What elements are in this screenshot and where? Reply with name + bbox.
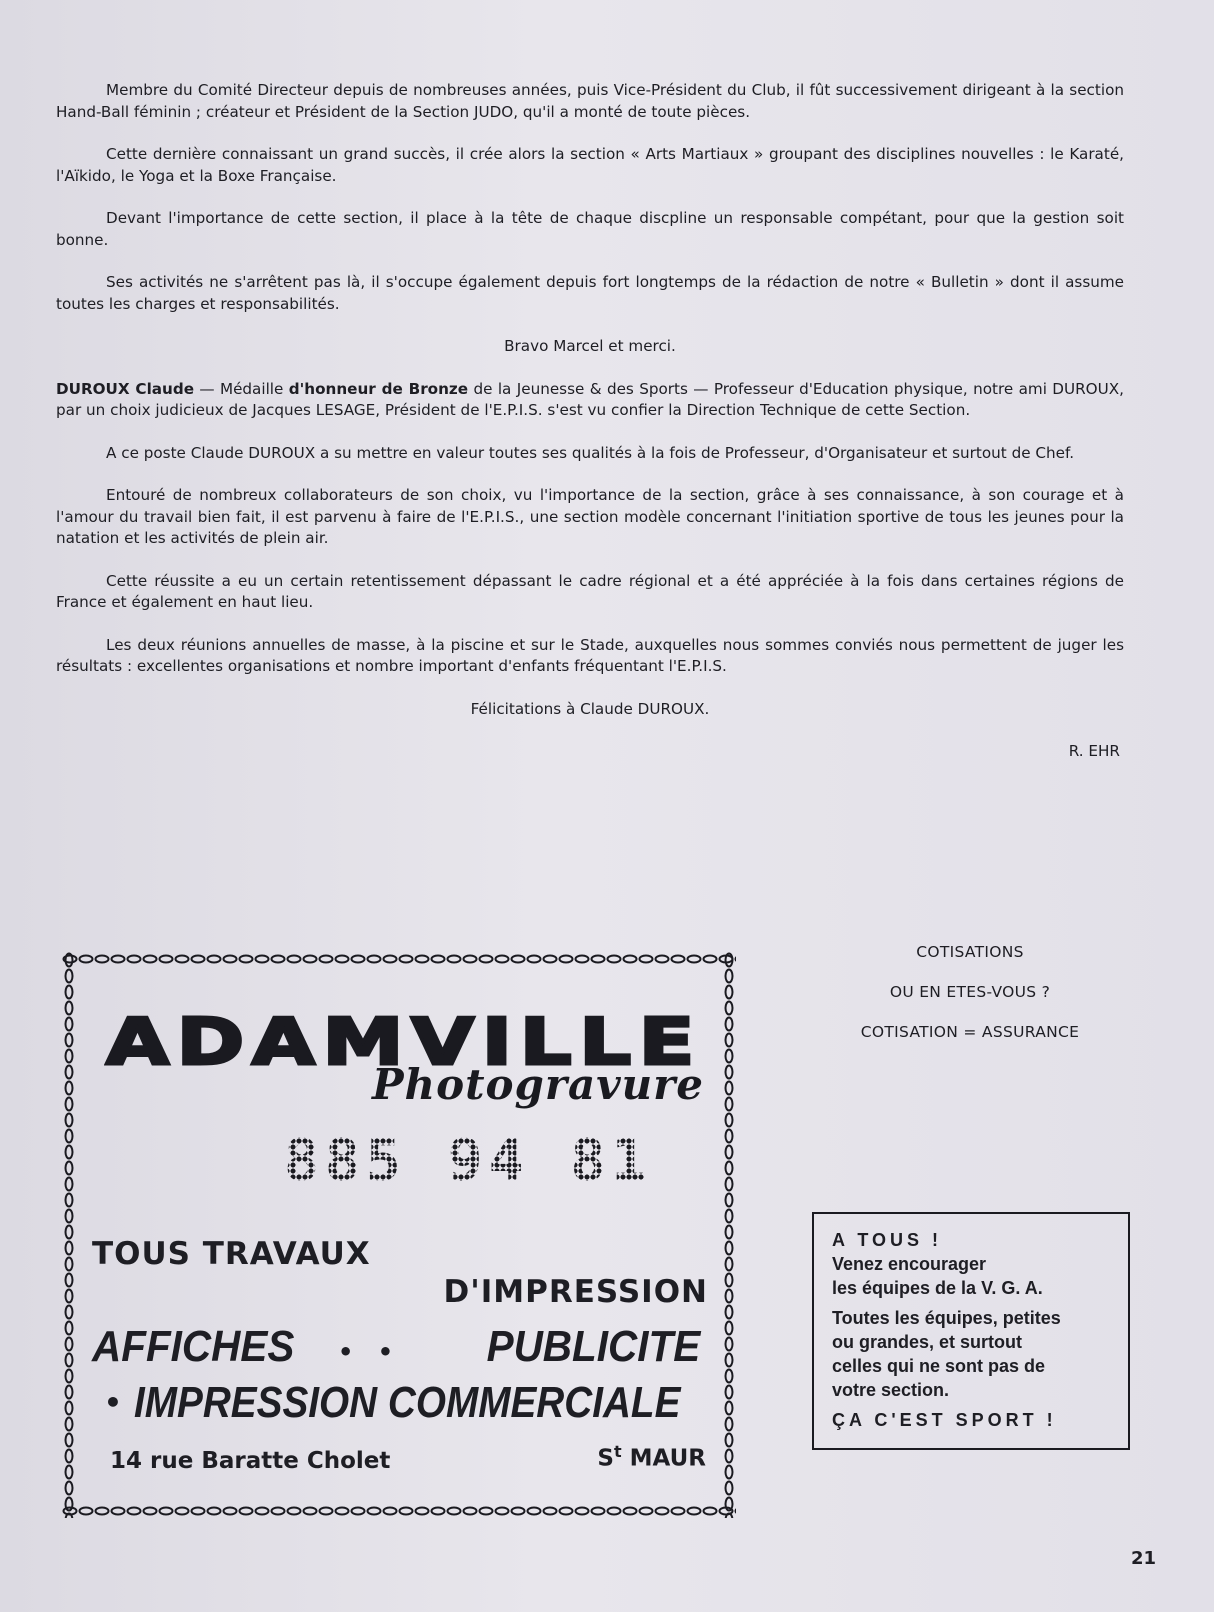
ad-publicite: PUBLICITE	[486, 1322, 700, 1371]
signature: R. EHR	[1068, 742, 1120, 760]
atous-footer: ÇA C'EST SPORT !	[832, 1410, 1057, 1430]
paragraph: Membre du Comité Directeur depuis de nombreuses années, puis Vice-Président du Club, il fût successivement dirigeant à la section Hand-Ball féminin ; créateur et Président de la Section JUDO, qu'il a monté de toute pièces.	[56, 81, 1124, 121]
atous-line: les équipes de la V. G. A.	[832, 1278, 1043, 1298]
ad-saint-s: S	[597, 1445, 614, 1472]
duroux-paragraph	[56, 379, 1124, 422]
paragraph: Entouré de nombreux collaborateurs de son choix, vu l'importance de la section, grâce à ses connaissance, à son courage et à l'amour du travail bien fait, il est parvenu à faire de l'E.P.I.S., une section modèle concernant l'initiation sportive de tous les jeunes pour la natation et les activités de plein air.	[56, 486, 1124, 547]
paragraph: Cette dernière connaissant un grand succès, il crée alors la section « Arts Martiaux » groupant des disciplines nouvelles : le Karaté, l'Aïkido, le Yoga et la Boxe Française.	[56, 145, 1124, 185]
ad-address: 14 rue Baratte Cholet	[110, 1448, 391, 1474]
logo-text: ADAMVILLE	[106, 1008, 702, 1078]
paragraph: Ses activités ne s'arrêtent pas là, il s'occupe également depuis fort longtemps de la rédaction de notre « Bulletin » dont il assume toutes les charges et responsabilités.	[56, 273, 1124, 313]
ad-line-impression: D'IMPRESSION	[443, 1274, 708, 1310]
atous-line: celles qui ne sont pas de	[832, 1356, 1046, 1376]
page-number: 21	[1130, 1548, 1156, 1569]
paragraph: Les deux réunions annuelles de masse, à la piscine et sur le Stade, auxquelles nous sommes conviés nous permettent de juger les résultats : excellentes organisations et nombre important d'enfants fréquentant l'E.P.I.S.	[56, 635, 1124, 675]
paragraph: A ce poste Claude DUROUX a su mettre en valeur toutes ses qualités à la fois de Professeur, d'Organisateur et surtout de Chef.	[106, 443, 1075, 462]
bravo-line: Bravo Marcel et merci.	[504, 337, 676, 355]
paragraph: Cette réussite a eu un certain retentissement dépassant le cadre régional et a été appréciée à la fois dans certaines régions de France et également en haut lieu.	[56, 571, 1124, 611]
paragraph: Devant l'importance de cette section, il place à la tête de chaque discpline un responsable compétant, pour que la gestion soit bonne.	[56, 209, 1124, 249]
duroux-dash: — Médaille	[194, 379, 289, 398]
atous-line: Toutes les équipes, petites	[832, 1308, 1061, 1328]
atous-heading: A TOUS !	[832, 1230, 943, 1250]
atous-line: ou grandes, et surtout	[832, 1332, 1023, 1352]
ad-maur: MAUR	[621, 1445, 706, 1472]
ad-line-travaux: TOUS TRAVAUX	[92, 1236, 371, 1272]
cotisations-notice	[820, 942, 1120, 1062]
cotisations-line: COTISATION = ASSURANCE	[860, 1023, 1080, 1041]
ad-dots: • •	[338, 1338, 402, 1366]
chain-border-left	[62, 952, 76, 1518]
chain-border-right	[722, 952, 736, 1518]
chain-border-top	[62, 952, 736, 966]
ad-subtitle: Photogravure	[371, 1060, 704, 1109]
ad-bullet: •	[104, 1386, 122, 1419]
ad-saint-t: t	[613, 1442, 622, 1461]
cotisations-line: COTISATIONS	[916, 943, 1024, 961]
ad-saint-maur	[597, 1442, 706, 1472]
ad-content	[84, 974, 714, 1496]
duroux-name: DUROUX Claude	[56, 379, 195, 398]
chain-border-bottom	[62, 1504, 736, 1518]
atous-line: votre section.	[832, 1380, 950, 1400]
cotisations-line: OU EN ETES-VOUS ?	[889, 983, 1051, 1001]
adamville-advertisement	[62, 952, 736, 1518]
ad-commerciale: IMPRESSION COMMERCIALE	[134, 1378, 681, 1427]
medal-text: d'honneur de Bronze	[288, 379, 469, 398]
duroux-rest: de la Jeunesse & des Sports — Professeur d'Education physique, notre ami DUROUX, par un choix judicieux de Jacques LESAGE, Président de l'E.P.I.S. s'est vu confier la Direction Technique de cette Section.	[56, 379, 1124, 419]
ad-phone: 885 94 81	[284, 1126, 653, 1194]
ad-affiches: AFFICHES	[92, 1322, 295, 1371]
a-tous-box	[812, 1212, 1130, 1450]
article	[56, 80, 1124, 784]
felicitations-line: Félicitations à Claude DUROUX.	[470, 699, 710, 718]
atous-line: Venez encourager	[832, 1254, 987, 1274]
